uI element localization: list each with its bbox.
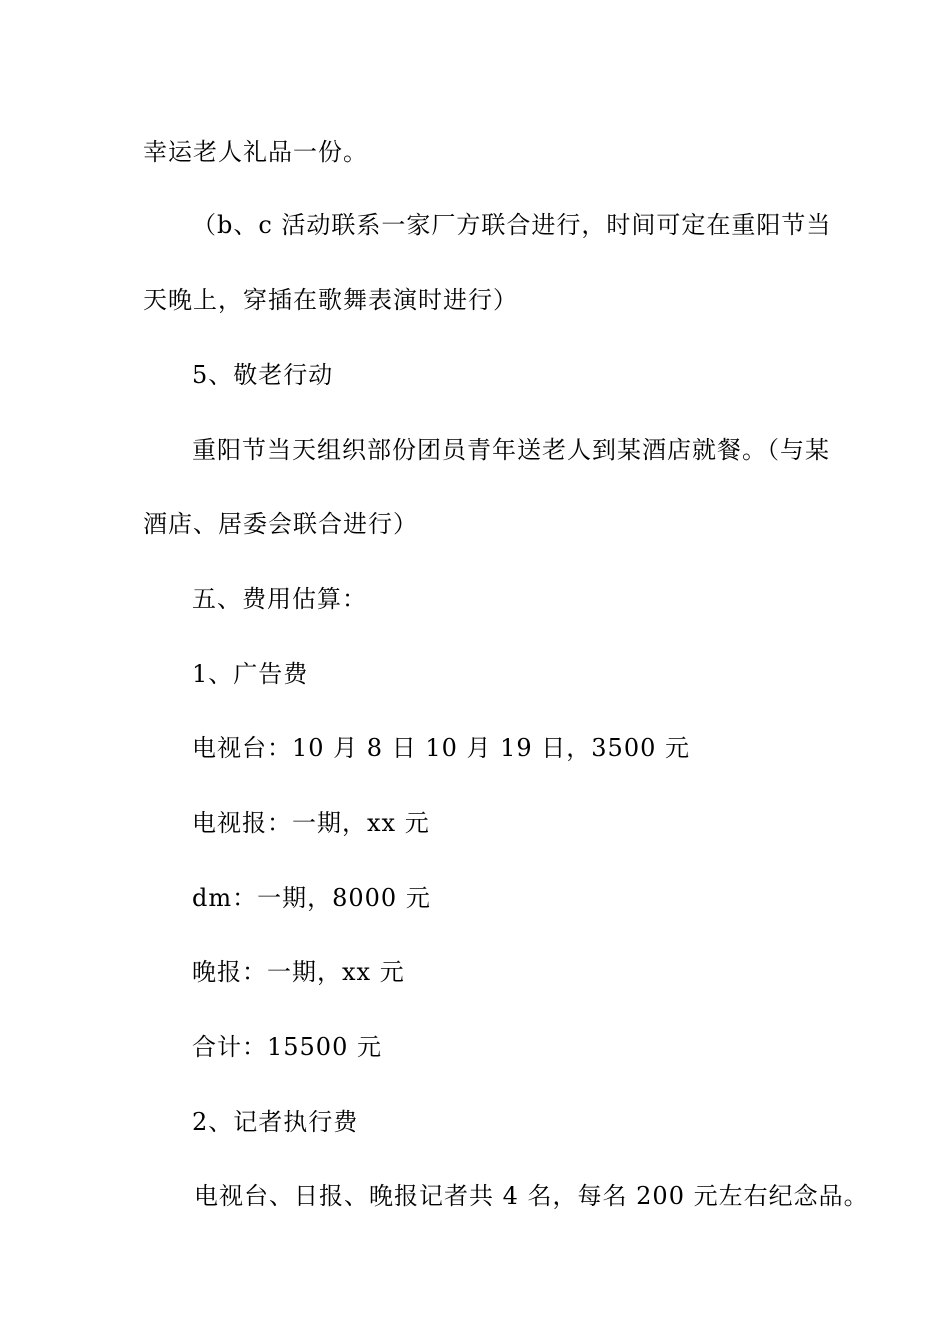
budget-item-evening-paper: 晚报：一期，xx 元: [192, 958, 405, 986]
subheading-reporter-fee: 2、记者执行费: [192, 1108, 359, 1136]
budget-item-dm: dm：一期，8000 元: [192, 884, 431, 912]
paragraph-line-evening: 天晚上，穿插在歌舞表演时进行）: [143, 286, 518, 314]
section-heading-respect-elderly: 5、敬老行动: [192, 361, 334, 389]
budget-item-tv-station: 电视台：10 月 8 日 10 月 19 日，3500 元: [192, 734, 690, 762]
subheading-advertising: 1、广告费: [192, 660, 309, 688]
paragraph-line-reporters: 电视台、日报、晚报记者共 4 名，每名 200 元左右纪念品。: [194, 1182, 869, 1210]
budget-total: 合计：15500 元: [192, 1033, 382, 1061]
paragraph-line-dinner: 重阳节当天组织部份团员青年送老人到某酒店就餐。（与某: [192, 436, 830, 464]
paragraph-line-gift: 幸运老人礼品一份。: [143, 138, 368, 166]
paragraph-line-bc-activity: （b、c 活动联系一家厂方联合进行，时间可定在重阳节当: [192, 211, 832, 239]
budget-item-tv-newspaper: 电视报：一期，xx 元: [192, 809, 430, 837]
section-heading-budget: 五、费用估算：: [192, 585, 367, 613]
paragraph-line-hotel: 酒店、居委会联合进行）: [143, 510, 418, 538]
